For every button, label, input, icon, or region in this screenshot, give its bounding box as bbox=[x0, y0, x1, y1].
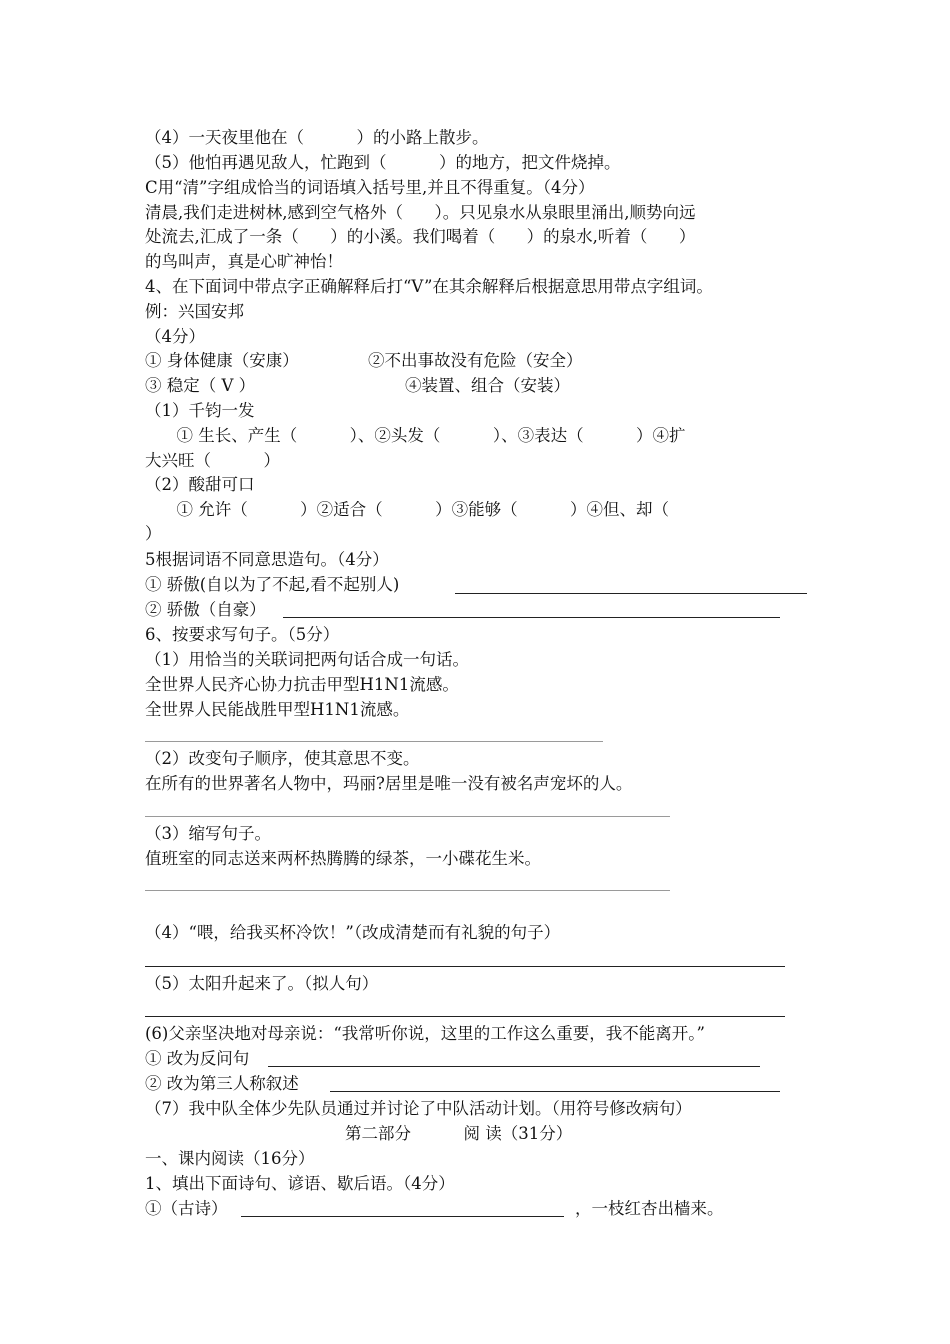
part2-q1-a-tail: ，一枝红杏出樯来。 bbox=[575, 1199, 724, 1218]
q4-example-row1-a: ① 身体健康（安康） bbox=[145, 351, 299, 370]
q6-s2-sentence: 在所有的世界著名人物中，玛丽?居里是唯一没有被名声宠坏的人。 bbox=[145, 774, 633, 793]
q6-s6-b-answer-line[interactable] bbox=[330, 1091, 780, 1092]
q6-s6: (6)父亲坚决地对母亲说：“我常听你说，这里的工作这么重要，我不能离开。” bbox=[145, 1024, 705, 1043]
q6-s6-a: ① 改为反问句 bbox=[145, 1049, 250, 1068]
q4-sub2-line1: ① 允许（ ）②适合（ ）③能够（ ）④但、却（ bbox=[145, 500, 670, 519]
q6-prompt: 6、按要求写句子。（5分） bbox=[145, 625, 340, 644]
q6-s6-a-answer-line[interactable] bbox=[268, 1066, 760, 1067]
q4-example-row2-b: ④装置、组合（安装） bbox=[405, 376, 570, 395]
q5-item1-answer-line[interactable] bbox=[455, 593, 807, 594]
part2-q1: 1、填出下面诗句、谚语、歇后语。（4分） bbox=[145, 1174, 455, 1193]
q6-s2-title: （2）改变句子顺序，使其意思不变。 bbox=[145, 749, 420, 768]
q4-example: 例：兴国安邦 bbox=[145, 302, 244, 321]
part2-heading: 第二部分 阅 读（31分） bbox=[345, 1124, 573, 1143]
q3c-line1: 清晨,我们走进树林,感到空气格外（ ）。只见泉水从泉眼里涌出,顺势向远 bbox=[145, 203, 696, 222]
q5-prompt: 5根据词语不同意思造句。（4分） bbox=[145, 550, 389, 569]
q6-s1-sentence-a: 全世界人民齐心协力抗击甲型H1N1流感。 bbox=[145, 675, 459, 694]
q5-item2: ② 骄傲（自豪） bbox=[145, 600, 266, 619]
q4-points: （4分） bbox=[145, 327, 205, 346]
part2-section1: 一、课内阅读（16分） bbox=[145, 1149, 315, 1168]
q4-sub1-line1: ① 生长、产生（ ）、②头发（ ）、③表达（ ）④扩 bbox=[145, 426, 686, 445]
q4-sub2-title: （2）酸甜可口 bbox=[145, 475, 255, 494]
q6-s2-answer-line[interactable] bbox=[145, 816, 670, 817]
q6-s3-title: （3）缩写句子。 bbox=[145, 824, 271, 843]
q4-example-row2-a: ③ 稳定（ V ） bbox=[145, 376, 256, 395]
q6-s1-sentence-b: 全世界人民能战胜甲型H1N1流感。 bbox=[145, 700, 410, 719]
q4-sub1-title: （1）千钧一发 bbox=[145, 401, 255, 420]
q6-s5: （5）太阳升起来了。（拟人句） bbox=[145, 974, 379, 993]
q4-prompt: 4、在下面词中带点字正确解释后打“V”在其余解释后根据意思用带点字组词。 bbox=[145, 277, 713, 296]
q6-s3-sentence: 值班室的同志送来两杯热腾腾的绿茶，一小碟花生米。 bbox=[145, 849, 541, 868]
q6-s3-answer-line[interactable] bbox=[145, 890, 670, 891]
q6-s4-answer-line[interactable] bbox=[145, 966, 785, 967]
q3c-line3: 的鸟叫声，真是心旷神怡！ bbox=[145, 252, 343, 271]
q6-s1-answer-line[interactable] bbox=[145, 741, 603, 742]
q4-example-row1-b: ②不出事故没有危险（安全） bbox=[368, 351, 583, 370]
q6-s4: （4）“喂，给我买杯冷饮！”（改成清楚而有礼貌的句子） bbox=[145, 923, 561, 942]
q6-s6-b: ② 改为第三人称叙述 bbox=[145, 1074, 299, 1093]
q3b-item4: （4）一天夜里他在（ ）的小路上散步。 bbox=[145, 128, 489, 147]
part2-q1-a-answer-line[interactable] bbox=[241, 1216, 564, 1217]
part2-q1-a-label: ①（古诗） bbox=[145, 1199, 228, 1218]
q6-s7: （7）我中队全体少先队员通过并讨论了中队活动计划。（用符号修改病句） bbox=[145, 1099, 692, 1118]
q3b-item5: （5）他怕再遇见敌人，忙跑到（ ）的地方，把文件烧掉。 bbox=[145, 153, 621, 172]
q3c-line2: 处流去,汇成了一条（ ）的小溪。我们喝着（ ）的泉水,听着（ ） bbox=[145, 227, 696, 246]
q6-s5-answer-line[interactable] bbox=[145, 1016, 785, 1017]
q6-s1-title: （1）用恰当的关联词把两句话合成一句话。 bbox=[145, 650, 469, 669]
q5-item1: ① 骄傲(自以为了不起,看不起别人) bbox=[145, 575, 400, 594]
q3c-prompt: C用“清”字组成恰当的词语填入括号里,并且不得重复。（4分） bbox=[145, 178, 595, 197]
q5-item2-answer-line[interactable] bbox=[283, 617, 780, 618]
q4-sub1-line2: 大兴旺（ ） bbox=[145, 451, 280, 470]
q4-sub2-line2: ） bbox=[145, 524, 162, 543]
